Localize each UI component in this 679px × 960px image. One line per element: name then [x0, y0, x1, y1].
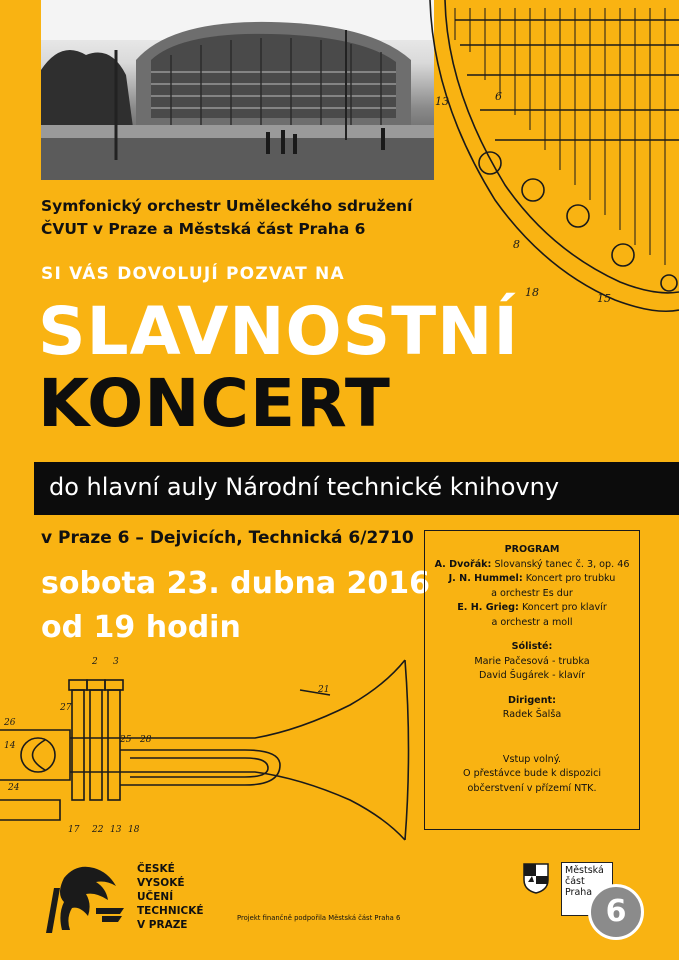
harp-label: 13 [435, 95, 449, 108]
program-note: O přestávce bude k dispozici [462, 768, 602, 779]
program-work: Koncert pro klavír [518, 602, 607, 613]
program-work: Slovanský tanec č. 3, op. 46 [491, 558, 630, 570]
trumpet-label: 13 [110, 825, 122, 835]
cvut-line: ČESKÉ [137, 863, 175, 875]
program-heading: PROGRAM [504, 544, 560, 555]
trumpet-label: 17 [68, 825, 80, 835]
address: v Praze 6 – Dejvicích, Technická 6/2710 [41, 528, 414, 548]
organizer [41, 195, 413, 241]
praha6-logo-line: Městská [565, 865, 604, 876]
program-composer: A. Dvořák: [434, 558, 492, 570]
trumpet-label: 14 [4, 741, 16, 751]
praha6-logo-line: Praha [565, 887, 593, 898]
invite-line: SI VÁS DOVOLUJÍ POZVAT NA [41, 264, 345, 284]
soloist: David Šugárek - klavír [478, 670, 586, 681]
trumpet-label: 26 [4, 718, 16, 728]
praha6-logo-line: část [565, 876, 585, 887]
harp-label: 18 [525, 286, 539, 299]
harp-label: 6 [495, 90, 502, 103]
venue-text: do hlavní auly Národní technické knihovny [49, 473, 560, 501]
building-photo-illustration [41, 0, 434, 180]
coat-of-arms-icon [522, 862, 550, 894]
building-photo [41, 0, 434, 180]
soloists-heading: Sólisté: [511, 641, 553, 652]
organizer-line: Symfonický orchestr Uměleckého sdružení [41, 197, 413, 215]
program-item [425, 587, 639, 602]
program-item [425, 616, 639, 631]
trumpet-label: 27 [60, 703, 72, 713]
title-line-1: SLAVNOSTNÍ [38, 293, 519, 370]
program-composer: E. H. Grieg: [457, 602, 519, 613]
program-work: a orchestr Es dur [491, 587, 573, 599]
program-item [425, 558, 639, 573]
cvut-lion-logo [36, 858, 131, 938]
trumpet-label: 21 [318, 685, 330, 695]
program-composer: J. N. Hummel: [448, 573, 523, 584]
program-item [425, 601, 639, 616]
harp-label: 15 [597, 292, 611, 305]
trumpet-label: 28 [140, 735, 152, 745]
cvut-name [137, 862, 204, 932]
praha6-number-badge: 6 [588, 884, 644, 940]
cvut-line: UČENÍ [137, 891, 174, 903]
program-work: a orchestr a moll [491, 616, 573, 628]
cvut-line: V PRAZE [137, 919, 188, 931]
program-note: občerstvení v přízemí NTK. [467, 782, 597, 794]
organizer-line: ČVUT v Praze a Městská část Praha 6 [41, 220, 366, 238]
title-line-2: KONCERT [38, 365, 391, 442]
event-time: od 19 hodin [41, 610, 241, 645]
funding-note: Projekt finančně podpořila Městská část Praha 6 [237, 914, 401, 922]
harp-label: 8 [513, 238, 520, 251]
cvut-line: TECHNICKÉ [137, 905, 204, 917]
conductor-heading: Dirigent: [508, 694, 556, 706]
soloist: Marie Pačesová - trubka [474, 655, 590, 667]
program-work: Koncert pro trubku [522, 573, 616, 584]
trumpet-label: 2 [92, 657, 98, 667]
trumpet-drawing [0, 650, 420, 845]
venue-banner [34, 462, 679, 515]
program-box [424, 530, 640, 830]
cvut-line: VYSOKÉ [137, 877, 185, 889]
event-date: sobota 23. dubna 2016 [41, 566, 431, 601]
trumpet-label: 24 [8, 783, 20, 793]
trumpet-label: 22 [92, 825, 104, 835]
program-item [425, 572, 639, 587]
trumpet-label: 25 [120, 735, 132, 745]
program-note: Vstup volný. [502, 753, 562, 765]
trumpet-label: 18 [128, 825, 140, 835]
conductor: Radek Šalša [502, 709, 562, 720]
trumpet-label: 3 [113, 657, 119, 667]
